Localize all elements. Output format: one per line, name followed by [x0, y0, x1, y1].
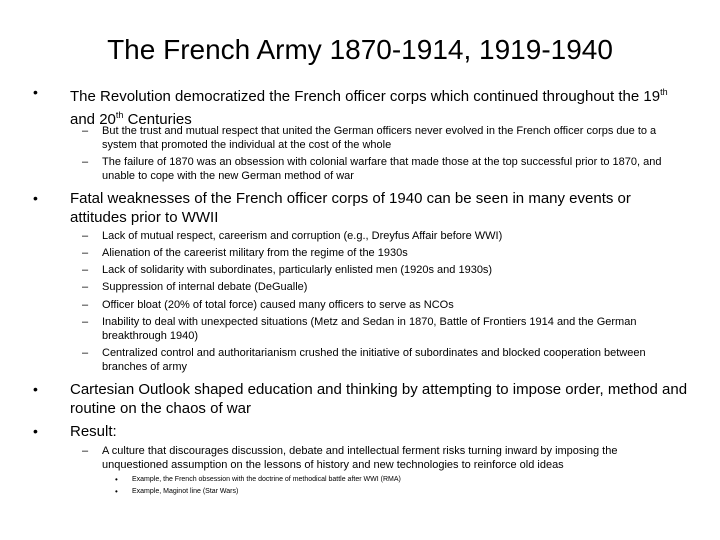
- sub-item: [82, 315, 672, 343]
- dash-marker: –: [82, 247, 89, 259]
- bullet-item: [33, 189, 693, 227]
- bullet-text: Result:: [70, 423, 117, 440]
- sub-sub-item-text: Example, Maginot line (Star Wars): [132, 488, 239, 495]
- bullet-item: [33, 380, 693, 418]
- bullet-marker: •: [33, 84, 38, 100]
- sub-item: [82, 298, 672, 312]
- sub-item: [82, 263, 672, 277]
- sub-sub-item-text: Example, the French obsession with the doctrine of methodical battle after WWI (RMA): [132, 476, 401, 483]
- sub-item: [82, 280, 672, 294]
- sub-item-text: Centralized control and authoritarianism crushed the initiative of subordinates and blocked cooperation between branches of army: [102, 347, 646, 373]
- sub-item-text: A culture that discourages discussion, debate and intellectual ferment risks turning inward by imposing the unquestioned assumption on the lessons of history and new technologies to reinforce old ideas: [102, 445, 618, 471]
- sub-sub-item: [115, 474, 615, 486]
- bullet-text: The Revolution democratized the French officer corps which continued throughout the 19th and 20th Centuries: [70, 87, 668, 128]
- dash-marker: –: [82, 347, 89, 359]
- bullet-item: [33, 422, 693, 441]
- sub-sub-item: [115, 486, 615, 498]
- dash-marker: –: [82, 445, 89, 457]
- bullet-text: Fatal weaknesses of the French officer corps of 1940 can be seen in many events or attitudes prior to WWII: [70, 190, 631, 226]
- sub-item-text: Inability to deal with unexpected situations (Metz and Sedan in 1870, Battle of Frontiers 1914 and the German breakthrough 1940): [102, 316, 637, 342]
- superscript: th: [660, 87, 668, 97]
- small-bullet-marker: •: [115, 487, 118, 496]
- dash-marker: –: [82, 264, 89, 276]
- dash-marker: –: [82, 125, 89, 137]
- bullet-marker: •: [33, 190, 38, 206]
- sub-item-text: Officer bloat (20% of total force) caused many officers to serve as NCOs: [102, 299, 454, 311]
- sub-item-text: The failure of 1870 was an obsession with colonial warfare that made those at the top successful prior to 1870, and unable to cope with the new German method of war: [102, 156, 662, 182]
- small-bullet-marker: •: [115, 475, 118, 484]
- sub-item: [82, 155, 672, 183]
- sub-item: [82, 124, 672, 152]
- dash-marker: –: [82, 156, 89, 168]
- sub-item: [82, 229, 672, 243]
- superscript: th: [115, 110, 124, 120]
- slide-title: The French Army 1870-1914, 1919-1940: [107, 34, 613, 65]
- sub-item: [82, 246, 672, 260]
- sub-item-text: Lack of mutual respect, careerism and corruption (e.g., Dreyfus Affair before WWI): [102, 230, 503, 242]
- dash-marker: –: [82, 299, 89, 311]
- sub-item-text: Lack of solidarity with subordinates, particularly enlisted men (1920s and 1930s): [102, 264, 493, 276]
- bullet-text: Cartesian Outlook shaped education and thinking by attempting to impose order, method and routine on the chaos of war: [70, 381, 688, 417]
- dash-marker: –: [82, 230, 89, 242]
- sub-item-text: Alienation of the careerist military from the regime of the 1930s: [102, 247, 408, 259]
- bullet-marker: •: [33, 423, 38, 439]
- sub-item-text: Suppression of internal debate (DeGualle): [102, 281, 308, 293]
- sub-item-text: But the trust and mutual respect that united the German officers never evolved in the French officer corps due to a system that promoted the individual at the cost of the whole: [102, 125, 657, 151]
- sub-item: [82, 444, 672, 472]
- dash-marker: –: [82, 316, 89, 328]
- bullet-marker: •: [33, 381, 38, 397]
- bullet-item: [33, 83, 693, 128]
- dash-marker: –: [82, 281, 89, 293]
- sub-item: [82, 346, 672, 374]
